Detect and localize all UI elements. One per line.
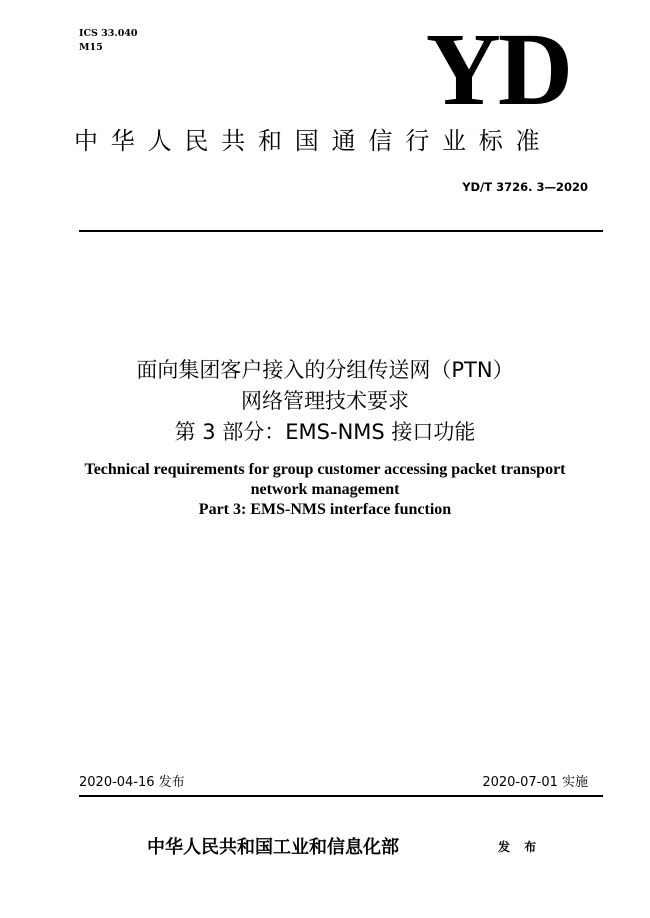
publish-label: 发 布 bbox=[498, 840, 542, 854]
top-divider bbox=[79, 230, 603, 232]
standard-logo: YD bbox=[425, 12, 570, 127]
document-title-block bbox=[40, 355, 610, 520]
chinese-title-line-1: 面向集团客户接入的分组传送网（PTN） bbox=[136, 358, 514, 382]
chinese-title bbox=[40, 355, 610, 448]
issue-date: 2020-04-16 发布 bbox=[79, 775, 185, 790]
ccs-code: M15 bbox=[79, 42, 103, 53]
english-title-line-1: Technical requirements for group customer accessing packet transport bbox=[84, 461, 566, 478]
publisher-name: 中华人民共和国工业和信息化部 bbox=[147, 837, 399, 858]
chinese-title-line-2: 网络管理技术要求 bbox=[241, 389, 409, 413]
bottom-divider bbox=[79, 795, 603, 797]
classification-codes bbox=[79, 27, 138, 55]
english-title-line-2: network management bbox=[250, 481, 400, 498]
english-title-line-3: Part 3: EMS-NMS interface function bbox=[198, 501, 452, 518]
ics-code: ICS 33.040 bbox=[79, 28, 138, 39]
standard-number: YD/T 3726. 3—2020 bbox=[462, 180, 588, 194]
chinese-title-line-3: 第 3 部分：EMS-NMS 接口功能 bbox=[174, 420, 476, 444]
english-title bbox=[40, 460, 610, 520]
standard-category-title: 中华人民共和国通信行业标准 bbox=[74, 127, 553, 155]
implementation-date: 2020-07-01 实施 bbox=[482, 775, 588, 790]
